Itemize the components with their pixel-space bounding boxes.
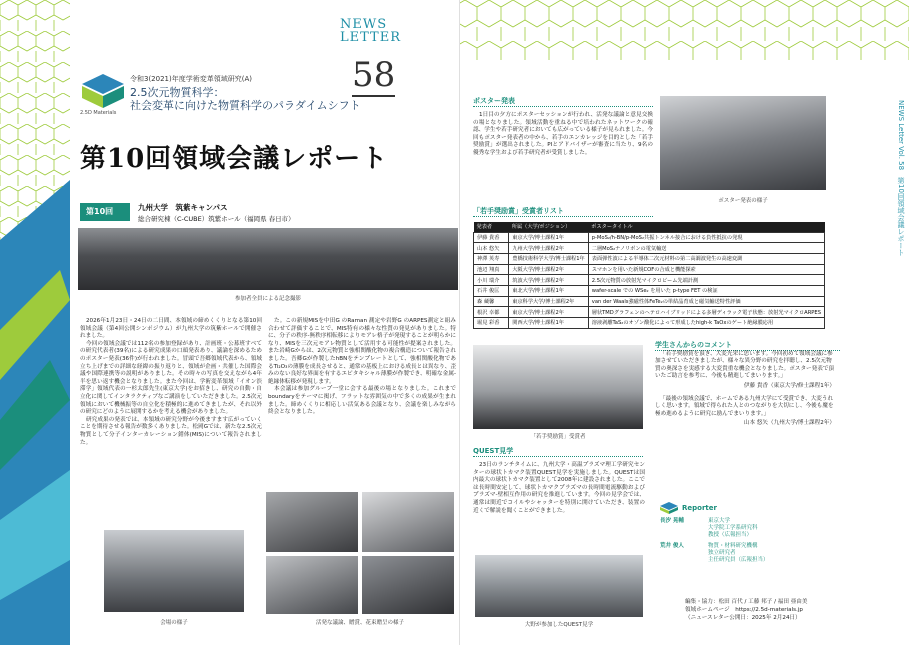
reporter-name: 荒井 俊人 xyxy=(660,543,684,549)
poster-section-text: 1日目の夕方にポスターセッションが行われ、活発な議論と意見交換の場となりました。領域活動を重ねる中で培われたネットワークの確認、学生や若手研究者においても広がっている様子が見られました。今回もポスター発表者の中から、若手のエンカレッジを目的とした「若手奨励賞」が選出されました。PIとアドバイザーが審査に当たり、9名の優秀な学生および若手研究者が受賞しました。 xyxy=(473,112,653,156)
comment-signature: 伊藤 貴香（東京大学/修士課程1年） xyxy=(743,382,835,389)
table-row xyxy=(474,232,825,243)
affiliation-cell: 関西大学/博士課程1年 xyxy=(509,318,589,329)
article-paragraph: 研究成果の発表では、本領域の研究分野が今後ますます広がっていくことを期待させる報告が数多くありました。松岡Gでは、新たな2.5次元物質として分子インターカレーション錯体(MIS)について報告されました。 xyxy=(80,416,262,446)
title-cell: 層状TMDグラフェンのヘテロハイブリッドによる多層ディラック電子状態：放射光マイクロARPES xyxy=(588,307,824,318)
table-row xyxy=(474,318,825,329)
reporter-heading-label: Reporter xyxy=(682,504,717,512)
title-cell: wafer-scale での WSe₂ を用いた p-type FET の検証 xyxy=(588,285,824,296)
title-cell: スマホンを用いた新規COFの合成と機能探索 xyxy=(588,264,824,275)
article-column-2 xyxy=(268,318,456,417)
venue-photo-caption: 会場の様子 xyxy=(160,620,188,626)
affiliation-cell: 東京科学大学/博士課程2年 xyxy=(509,296,589,307)
column-header-title: ポスタータイトル xyxy=(588,222,824,232)
reporter-entry xyxy=(660,543,840,564)
table-row xyxy=(474,275,825,286)
affiliation-cell: 東京大学/博士課程1年 xyxy=(509,232,589,243)
award-photo-caption: 「若手奨励賞」受賞者 xyxy=(530,434,586,440)
hexagon-pattern-left xyxy=(0,0,70,645)
article-paragraph: 2026年1月23日・24日の二日間、本領域の締めくくりとなる第10回領域会議（第4回公開シンポジウム）が九州大学の筑紫ホールで開催されました。 xyxy=(80,318,262,340)
reporter-affiliation-line: 教授（広報担当） xyxy=(708,532,753,538)
reporter-affiliation-line: 物質・材料研究機構 xyxy=(708,543,758,549)
comment-text: 「最後の領域会議で、ホームである九州大学にて受賞でき、大変うれしく思います。領域で得られた人とのつながりを大切にし、今後も魔を極め進めるように研究に励んでまいります。」 xyxy=(655,396,834,417)
reporter-icon xyxy=(660,502,678,514)
student-comments xyxy=(655,351,835,434)
group-photo-caption: 参加者全員による記念撮影 xyxy=(234,296,301,302)
reporter-affiliation-line: 東京大学 xyxy=(708,518,731,524)
affiliation-cell: 豊橋技術科学大学/博士課程1年 xyxy=(509,253,589,264)
affiliation-cell: 大阪大学/博士課程2年 xyxy=(509,264,589,275)
reporter-affiliation-line: 独立研究者 xyxy=(708,550,736,556)
presenter-cell: 小川 瑞介 xyxy=(474,275,509,286)
project-subtitle: 令和3(2021)年度学術変革領域研究(A) xyxy=(130,75,252,83)
reporter-heading xyxy=(660,502,840,514)
table-row xyxy=(474,243,825,254)
table-row xyxy=(474,285,825,296)
poster-section-heading: ポスター発表 xyxy=(473,96,653,107)
footer-meta xyxy=(685,598,808,622)
presenter-cell: 堀見 彩香 xyxy=(474,318,509,329)
discussion-photo-3 xyxy=(266,556,358,614)
award-table-header-row xyxy=(474,222,825,232)
table-row xyxy=(474,307,825,318)
discussion-photo-4 xyxy=(362,556,454,614)
column-header-presenter: 発表者 xyxy=(474,222,509,232)
comment-text: 「若手奨励賞を頂き、大変光栄に思います。今回初めて領域会議に参加させていただきましたが、様々な異分野の研究を拝聴し、2.5次元物質の奥深さを実感する大変貴重な機会となりました。ポスター発表で頂いたご助言を参考に、今後も精進してまいります。」 xyxy=(655,351,835,380)
meeting-info xyxy=(80,203,455,225)
hexagon-pattern-top xyxy=(460,0,909,60)
reporter-affiliation-line: 主任研究員（広報担当） xyxy=(708,557,769,563)
reporter-name: 長汐 晃輔 xyxy=(660,518,684,524)
title-cell: 表面弾性波による半導体二次元材料の第二高調波発生の高速変調 xyxy=(588,253,824,264)
presenter-cell: 根沢 幸都 xyxy=(474,307,509,318)
article-paragraph: 本会議は参加グループ一堂に会する最後の場となりました。これまでboundaryをテーマに掲げ、フラットな雰囲気の中で多くの成果が生まれました。締めくくりに相応しい活気ある会議となり、会議を楽しみながら終会となりました。 xyxy=(268,386,456,416)
student-comments-heading: 学生さんからのコメント xyxy=(655,340,840,351)
page-title: 第10回領域会議レポート xyxy=(80,144,389,174)
discussion-photo-1 xyxy=(266,492,358,552)
discussion-photo-2 xyxy=(362,492,454,552)
reporter-block xyxy=(660,502,840,564)
logo-caption: 2.5D Materials xyxy=(80,110,117,116)
meeting-address: 総合研究棟（C-CUBE）筑紫ホール（福岡県 春日市） xyxy=(138,215,295,223)
affiliation-cell: 九州大学/博士課程2年 xyxy=(509,243,589,254)
project-title-line2: 社会変革に向けた物質科学のパラダイムシフト xyxy=(130,99,361,112)
affiliation-cell: 東北大学/博士課程1年 xyxy=(509,285,589,296)
title-cell: 溶液剥離TaS₂のオゾン酸化によって形成したhigh-k TaOxのゲート絶縁膜応用 xyxy=(588,318,824,329)
award-section-heading: 「若手奨励賞」受賞者リスト xyxy=(473,206,653,217)
footer-editors: 編集・協力：松田 百代 / 工藤 邦子 / 福田 亜由美 xyxy=(685,599,808,605)
table-row xyxy=(474,253,825,264)
newsletter-label-line2: LETTER xyxy=(340,30,401,45)
title-cell: p-MoS₂/h-BN/p-MoS₂共振トンネル接合における負性抵抗の発現 xyxy=(588,232,824,243)
award-table xyxy=(473,222,825,329)
table-row xyxy=(474,296,825,307)
reporter-affiliation-line: 大学院工学系研究科 xyxy=(708,525,758,531)
spine-text: NEWS Letter Vol. 58 第10回領域会議レポート xyxy=(897,100,905,256)
presenter-cell: 神澤 英寿 xyxy=(474,253,509,264)
quest-tour-photo xyxy=(475,555,643,617)
presenter-cell: 池辺 翔真 xyxy=(474,264,509,275)
project-title-line1: 2.5次元物質科学： xyxy=(130,86,225,99)
venue-photo xyxy=(104,530,244,612)
presenter-cell: 石井 俊匡 xyxy=(474,285,509,296)
footer-publish-date: （ニュースレター公開日：2025年 2月24日） xyxy=(685,615,801,621)
table-row xyxy=(474,264,825,275)
article-paragraph: た。この新規MISを中田G のRaman 測定や岩野G のARPES測定と組み合わせて評価することで、MIS特有の様々な性質の発見がありました。特に、分子の秩序-無秩序相転移によりモアレ格子が発現することが明らかになり、MISを三次元モアレ物質として活用する可能性が提案されました。また岩崎Gからは、2次元物質と強相関酸化物の複合構造について報告されました。吾郷Gが作製したhBNをテンプレートとして、強相関酸化物であるTi₂O₃の薄膜を成長させると、通常の基板上における成長とは異なり、歪みのない良好な界面を有するエピタキシャル薄膜が作製でき、明確な金属-絶縁体転移が発現します。 xyxy=(268,318,456,385)
group-photo xyxy=(78,228,458,290)
discussion-photo-caption: 活発な議論、贈賞、花束贈呈の様子 xyxy=(315,620,404,626)
affiliation-cell: 東京大学/博士課程2年 xyxy=(509,307,589,318)
issue-number: 58 xyxy=(352,55,396,95)
presenter-cell: 山本 悠矢 xyxy=(474,243,509,254)
project-title xyxy=(130,86,361,112)
award-winners-photo xyxy=(473,345,643,429)
title-cell: 二層MoS₂ナノリボンの電気輸送 xyxy=(588,243,824,254)
reporter-entry xyxy=(660,518,840,539)
comment-signature: 山本 悠矢（九州大学/博士課程2年） xyxy=(743,420,835,427)
reporter-affiliation xyxy=(708,518,758,539)
meeting-venue: 九州大学 筑紫キャンパス xyxy=(138,203,228,212)
column-header-affiliation: 所属（大学/ポジション） xyxy=(509,222,589,232)
presenter-cell: 森 蔵馨 xyxy=(474,296,509,307)
reporter-affiliation xyxy=(708,543,769,564)
meeting-tag: 第10回 xyxy=(80,203,130,221)
affiliation-cell: 筑波大学/博士課程2年 xyxy=(509,275,589,286)
article-paragraph: 今回の領域会議では112名の参加登録があり、計画班・公募班すべての研究代表者(39名)による研究成果の口頭発表あり、議論を深めるためのポスター発表(36件)が行われました。冒頭で吾郷領域代表から、領域立ち上げまでの詳細な経緯の振り返りと、領域が企画・共催した国際会議や国際連携等の説明がありました。その時々の写真を交えながら4年半を思い返す機会となりました。また今回は、学術変革領域「イオン渋滞学」領域代表の一杉太郎先生(東京大学)をお招きし、研究の自動・自立化に関してインタラクティブなご講演をしていただきました。2.5次元領域において機械振等の自立化を積極的に進めてきましたが、それ以外の研究にどのように展開するかを考える機会がありました。 xyxy=(80,340,262,416)
footer-homepage-link[interactable]: 領域ホームページ https://2.5d-materials.jp xyxy=(685,607,803,613)
title-cell: van der Waals強磁性体FeTe₂の単結晶育成と磁気輸送特性評価 xyxy=(588,296,824,307)
article-column-1 xyxy=(80,318,262,447)
quest-photo-caption: 大野が参加したQUEST見学 xyxy=(524,622,594,628)
newsletter-label xyxy=(340,18,410,44)
poster-session-photo xyxy=(660,96,826,190)
title-cell: 2.5次元物質の放射光マイクロビーム先端計測 xyxy=(588,275,824,286)
quest-section-heading: QUEST見学 xyxy=(473,446,643,457)
newsletter-label-line1: NEWS xyxy=(340,17,388,32)
presenter-cell: 伊藤 貴香 xyxy=(474,232,509,243)
poster-photo-caption: ポスター発表の様子 xyxy=(718,198,768,204)
quest-section-text: 23日のランチタイムに、九州大学・高温プラズマ理工学研究センターの球状トカマク装置QUEST見学を実施しました。QUESTは国内最大の球状トカマク装置として2008年に建設されました。ここでは長時間安定して、球状トカマクプラズマの長時間電流駆動およびプラズマ-壁相互作用の研究を推進しています。今回の見学会では、通常は間近でコイルやシャッターを特別に開けていただき、装置の近くで解説を聞くことができました。 xyxy=(473,462,645,514)
